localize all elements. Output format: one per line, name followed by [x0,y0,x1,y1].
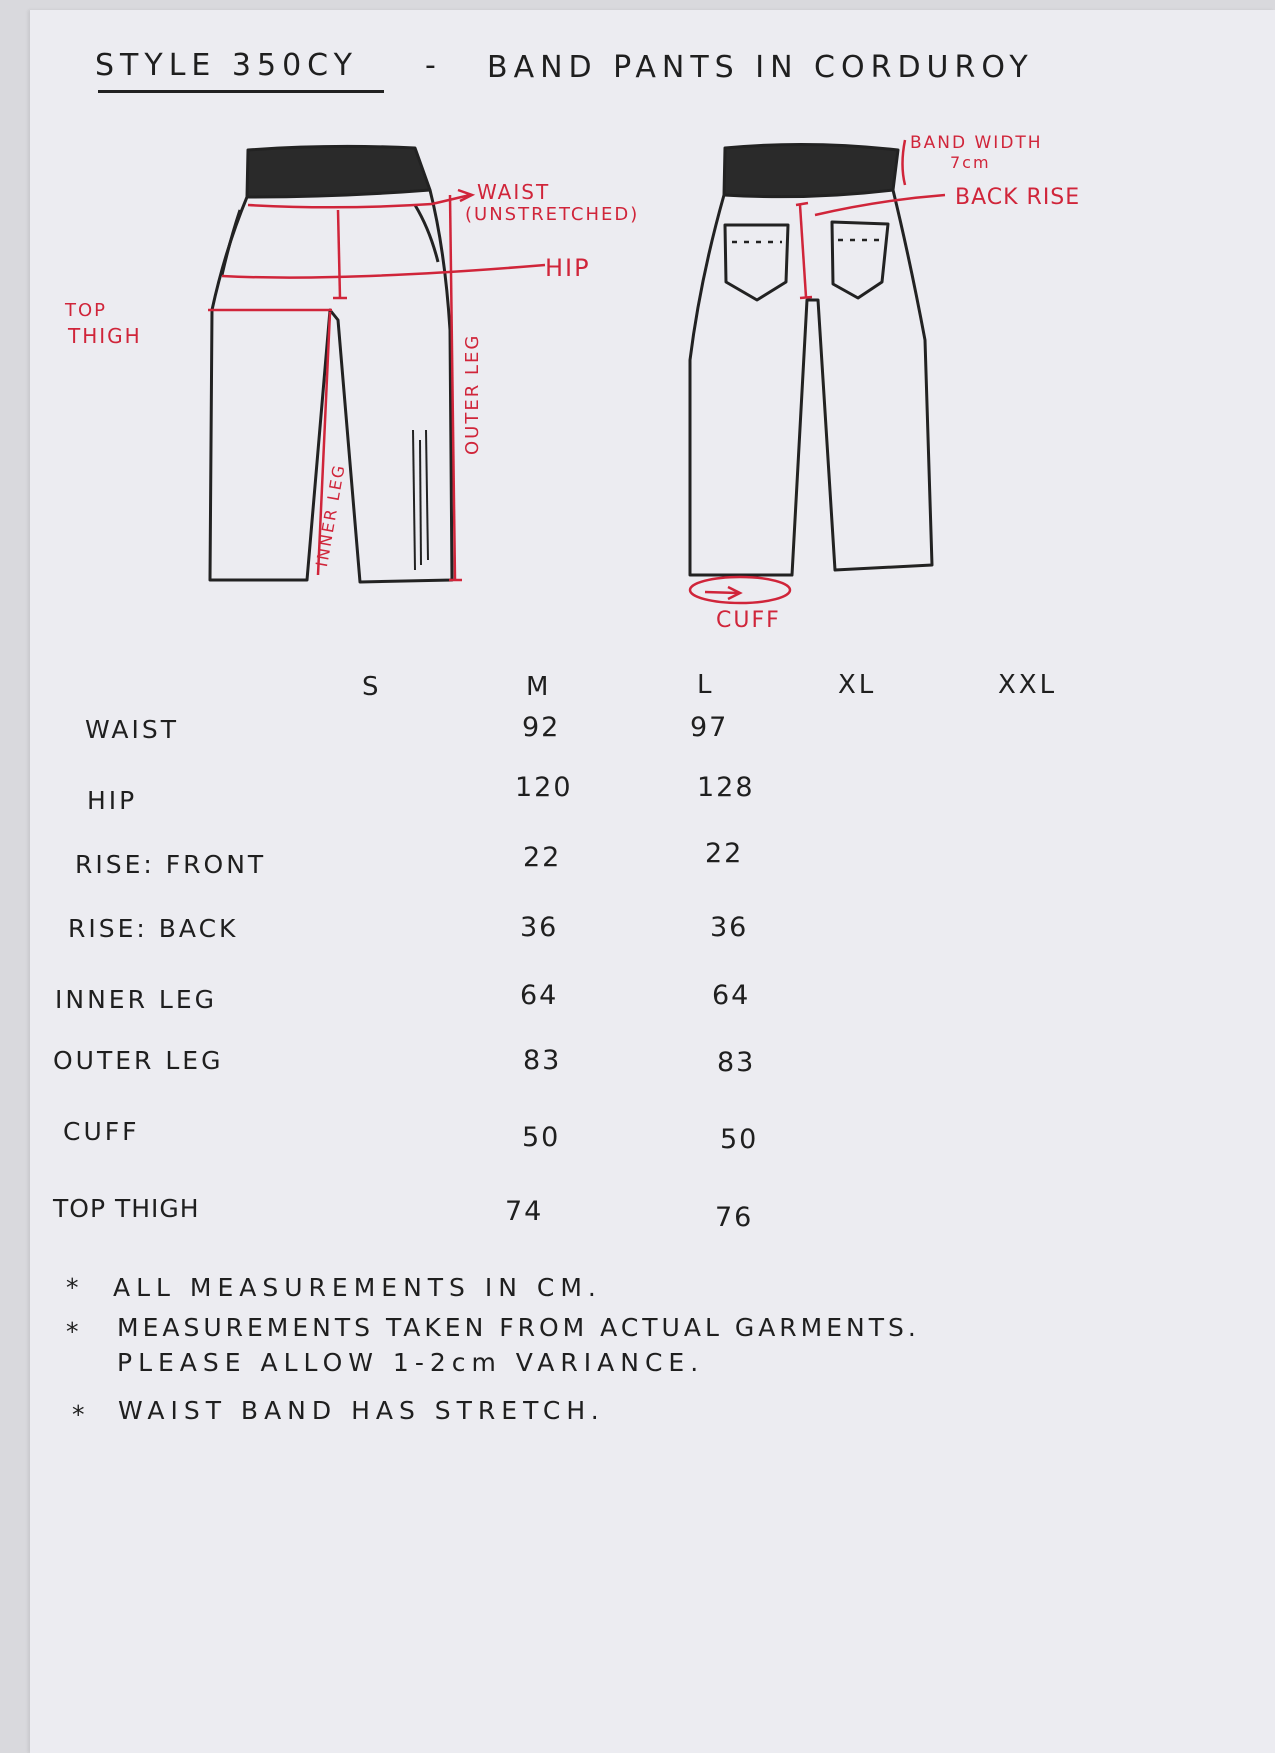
note-2a: MEASUREMENTS TAKEN FROM ACTUAL GARMENTS. [117,1313,920,1342]
label-outer-leg: OUTER LEG [462,333,483,455]
note-2-bullet: * [66,1317,85,1346]
cell-rise-front-l: 22 [705,838,744,869]
cell-outer-leg-m: 83 [523,1045,562,1076]
size-header-xl: XL [838,670,877,700]
row-label-inner-leg: INNER LEG [55,985,217,1014]
row-label-cuff: CUFF [63,1117,140,1146]
note-3: WAIST BAND HAS STRETCH. [118,1396,605,1425]
cell-rise-back-l: 36 [710,912,749,943]
label-band-width-value: 7cm [950,153,991,172]
row-label-rise-back: RISE: BACK [68,914,239,943]
back-measure-lines [690,140,945,603]
note-2b: PLEASE ALLOW 1-2cm VARIANCE. [117,1348,705,1377]
row-label-top-thigh: TOP THIGH [53,1194,200,1223]
cell-inner-leg-m: 64 [520,980,559,1011]
garment-name: BAND PANTS IN CORDUROY [487,50,1034,85]
size-header-l: L [697,670,715,700]
size-header-m: M [526,672,552,702]
label-cuff: CUFF [716,608,781,633]
cell-outer-leg-l: 83 [717,1047,756,1078]
cell-cuff-m: 50 [522,1122,561,1153]
size-header-xxl: XXL [998,670,1058,700]
cell-hip-l: 128 [697,772,755,803]
cell-top-thigh-m: 74 [505,1196,544,1227]
cell-top-thigh-l: 76 [715,1202,754,1233]
row-label-hip: HIP [87,786,138,815]
label-top-thigh-2: THIGH [68,324,142,348]
cell-rise-back-m: 36 [520,912,559,943]
label-waist-sub: (UNSTRETCHED) [465,204,640,225]
title-dash: - [425,48,442,83]
style-code: STYLE 350CY [95,48,358,83]
cell-inner-leg-l: 64 [712,980,751,1011]
back-view-pants [690,144,932,575]
cell-waist-m: 92 [522,712,561,743]
note-1: ALL MEASUREMENTS IN CM. [113,1273,602,1302]
label-band-width: BAND WIDTH [910,133,1043,153]
label-back-rise: BACK RISE [955,185,1081,210]
label-hip: HIP [545,254,591,282]
row-label-outer-leg: OUTER LEG [53,1046,224,1075]
row-label-waist: WAIST [85,715,179,744]
cell-rise-front-m: 22 [523,842,562,873]
note-1-bullet: * [66,1273,85,1302]
row-label-rise-front: RISE: FRONT [75,850,267,879]
label-inner-leg: INNER LEG [312,462,349,569]
note-3-bullet: * [72,1400,91,1429]
size-header-s: S [362,672,382,702]
cell-hip-m: 120 [515,772,573,803]
cell-waist-l: 97 [690,712,729,743]
label-top-thigh-1: TOP [65,300,108,321]
front-measure-lines [208,190,545,580]
label-waist: WAIST [477,180,551,204]
cell-cuff-l: 50 [720,1124,759,1155]
